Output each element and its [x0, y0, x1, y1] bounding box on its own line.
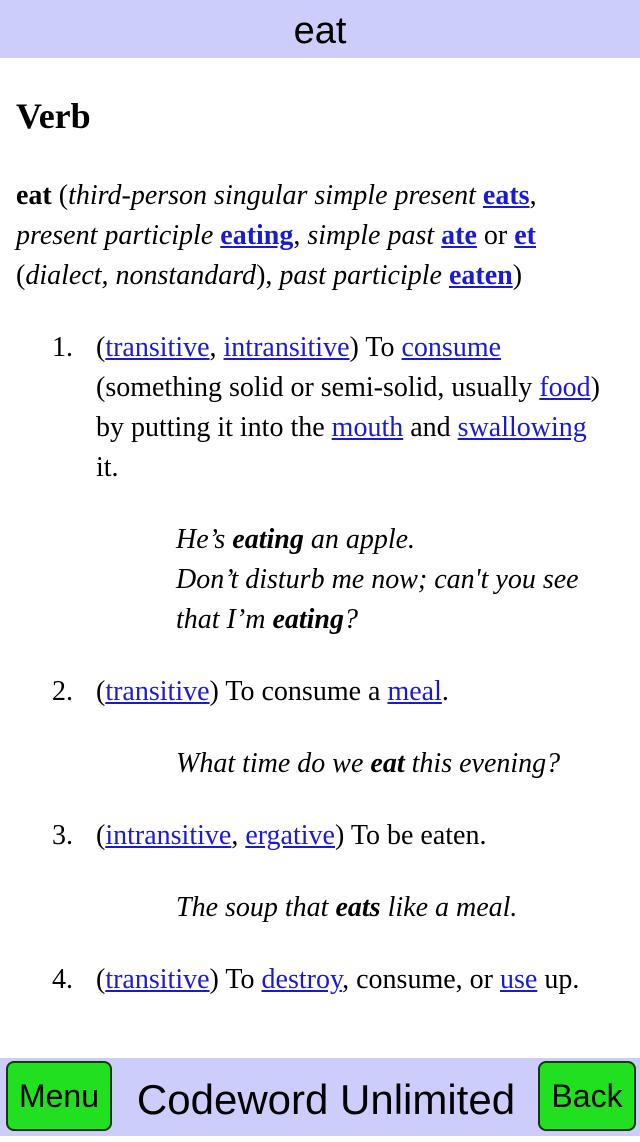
link-destroy[interactable]: destroy	[261, 964, 343, 995]
sense-number: 3.	[52, 820, 73, 851]
link-meal[interactable]: meal	[387, 676, 442, 707]
title-bar	[0, 0, 640, 58]
sense-3-definition: (intransitive, ergative) To be eaten.	[96, 820, 487, 851]
sense-number: 2.	[52, 676, 73, 707]
app-name: Codeword Unlimited	[136, 1076, 516, 1123]
link-intransitive[interactable]: intransitive	[223, 332, 350, 363]
link-consume[interactable]: consume	[401, 332, 502, 363]
link-use[interactable]: use	[499, 964, 538, 995]
link-transitive[interactable]: transitive	[105, 676, 210, 707]
link-ergative[interactable]: ergative	[245, 820, 335, 851]
usage-example: The soup that eats like a meal.	[176, 892, 518, 923]
back-button[interactable]: Back	[538, 1061, 636, 1131]
usage-example: What time do we eat this evening?	[176, 748, 561, 779]
page-title: eat	[293, 10, 347, 52]
link-eaten[interactable]: eaten	[448, 260, 513, 291]
form-label-third-person: third-person singular simple present	[68, 180, 476, 211]
headword: eat	[16, 180, 52, 211]
link-intransitive[interactable]: intransitive	[105, 820, 232, 851]
menu-button[interactable]: Menu	[6, 1061, 112, 1131]
sense-4-definition: (transitive) To destroy, consume, or use up.	[96, 964, 580, 995]
headword-forms: eat (third-person singular simple present eats, present participle eating, simple past ate or et (dialect, nonstandard), past participle eaten)	[16, 180, 537, 291]
link-transitive[interactable]: transitive	[105, 964, 210, 995]
link-ate[interactable]: ate	[441, 220, 477, 251]
link-transitive[interactable]: transitive	[105, 332, 210, 363]
link-eating[interactable]: eating	[220, 220, 294, 251]
sense-number: 4.	[52, 964, 73, 995]
sense-1-definition: (transitive, intransitive) To consume (something solid or semi-solid, usually food) by putting it into the mouth and swallowing it.	[96, 332, 600, 483]
form-label-dialect: dialect, nonstandard	[25, 260, 257, 291]
link-swallowing[interactable]: swallowing	[457, 412, 587, 443]
link-et[interactable]: et	[514, 220, 537, 251]
definition-content[interactable]	[0, 58, 640, 1058]
form-label-simple-past: simple past	[307, 220, 435, 251]
link-mouth[interactable]: mouth	[331, 412, 404, 443]
usage-example: He’s eating an apple. Don’t disturb me now; can't you see that I’m eating?	[176, 524, 579, 635]
part-of-speech-heading: Verb	[16, 96, 91, 136]
link-food[interactable]: food	[539, 372, 591, 403]
sense-number: 1.	[52, 332, 73, 363]
bottom-toolbar	[0, 1058, 640, 1136]
link-eats[interactable]: eats	[482, 180, 530, 211]
form-label-present-participle: present participle	[16, 220, 214, 251]
form-label-past-participle: past participle	[279, 260, 442, 291]
sense-2-definition: (transitive) To consume a meal.	[96, 676, 449, 707]
